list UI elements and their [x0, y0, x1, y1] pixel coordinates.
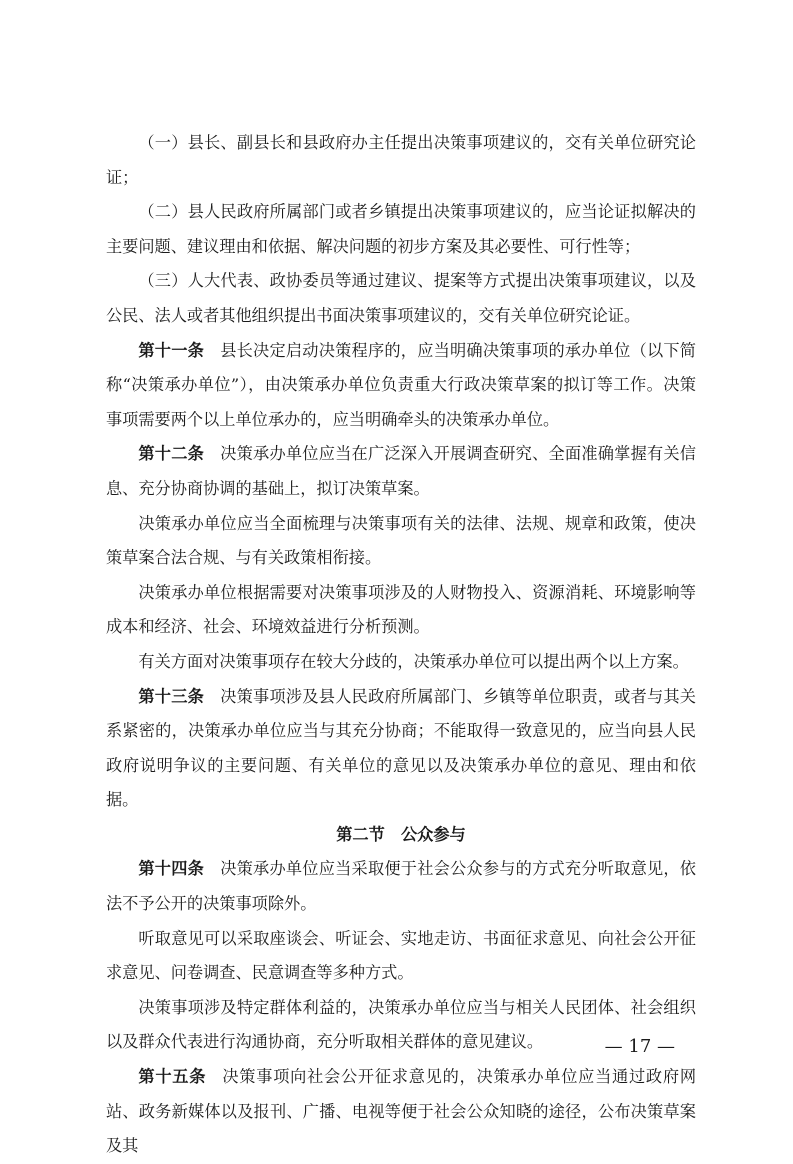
paragraph [106, 680, 696, 818]
paragraph [106, 507, 696, 576]
paragraph-text: 县长决定启动决策程序的，应当明确决策事项的承办单位（以下简称“决策承办单位”），由决策承办单位负责重大行政决策草案的拟订等工作。决策事项需要两个以上单位承办的，应当明确牵头的决策承办单位。 [106, 340, 696, 429]
article-label: 第十五条 [138, 1067, 207, 1087]
article-label: 第十二条 [138, 444, 205, 464]
paragraph-text: 决策事项向社会公开征求意见的，决策承办单位应当通过政府网站、政务新媒体以及报刊、广播、电视等便于社会公众知晓的途径，公布决策草案及其 [106, 1067, 697, 1156]
paragraph [106, 1060, 696, 1164]
article-label: 第十一条 [138, 340, 205, 360]
paragraph-text: （二）县人民政府所属部门或者乡镇提出决策事项建议的，应当论证拟解决的主要问题、建议理由和依据、解决问题的初步方案及其必要性、可行性等； [106, 202, 696, 256]
paragraph-text: 决策承办单位应当采取便于社会公众参与的方式充分听取意见，依法不予公开的决策事项除外。 [106, 859, 696, 914]
paragraph [106, 576, 696, 645]
paragraph-text: 有关方面对决策事项存在较大分歧的，决策承办单位可以提出两个以上方案。 [138, 651, 689, 671]
paragraph [106, 437, 696, 506]
paragraph-text: 决策承办单位应当全面梳理与决策事项有关的法律、法规、规章和政策，使决策草案合法合规、与有关政策相衔接。 [106, 513, 696, 568]
paragraph [106, 922, 696, 991]
paragraph-text: （一）县长、副县长和县政府办主任提出决策事项建议的，交有关单位研究论证； [106, 133, 696, 187]
paragraph-text: 决策事项涉及特定群体利益的，决策承办单位应当与相关人民团体、社会组织以及群众代表进行沟通协商，充分听取相关群体的意见建议。 [106, 997, 696, 1052]
paragraph [106, 126, 696, 195]
paragraph [106, 264, 696, 333]
paragraph-text: 决策承办单位应当在广泛深入开展调查研究、全面准确掌握有关信息、充分协商协调的基础上，拟订决策草案。 [106, 444, 696, 498]
paragraph [106, 645, 696, 680]
article-label: 第十四条 [138, 859, 205, 879]
paragraph-text: 决策承办单位根据需要对决策事项涉及的人财物投入、资源消耗、环境影响等成本和经济、社会、环境效益进行分析预测。 [106, 582, 696, 637]
paragraph [106, 195, 696, 264]
page-number: — 17 — [604, 1036, 675, 1057]
paragraph [106, 852, 696, 921]
paragraph-text: 听取意见可以采取座谈会、听证会、实地走访、书面征求意见、向社会公开征求意见、问卷调查、民意调查等多种方式。 [106, 928, 696, 983]
section-heading: 第二节 公众参与 [336, 824, 466, 844]
paragraph-text: （三）人大代表、政协委员等通过建议、提案等方式提出决策事项建议，以及公民、法人或者其他组织提出书面决策事项建议的，交有关单位研究论证。 [106, 271, 696, 325]
paragraph-text: 决策事项涉及县人民政府所属部门、乡镇等单位职责，或者与其关系紧密的，决策承办单位应当与其充分协商；不能取得一致意见的，应当向县人民政府说明争议的主要问题、有关单位的意见以及决策承办单位的意见、理由和依据。 [106, 686, 696, 810]
paragraph [106, 334, 696, 438]
article-label: 第十三条 [138, 686, 205, 706]
document-body [106, 126, 696, 1164]
